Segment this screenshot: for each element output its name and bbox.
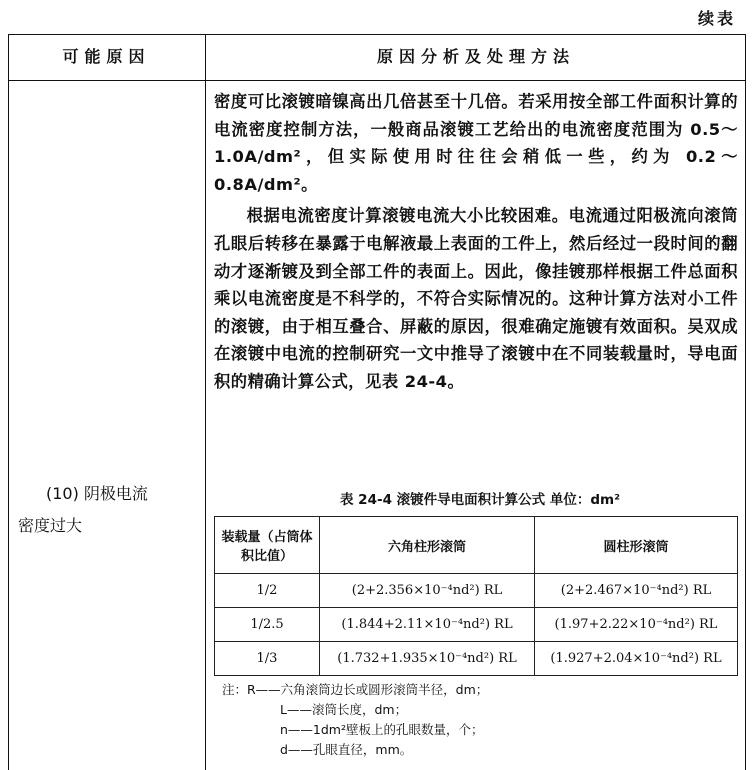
table-row [215, 642, 738, 676]
formula-table [214, 516, 738, 676]
note-r: 注：R——六角滚筒边长或圆形滚筒半径，dm； [222, 682, 489, 697]
hex-formula-cell: (2+2.356×10⁻⁴nd²) RL [320, 574, 535, 608]
cause-line-2: 密度过大 [18, 516, 83, 535]
paragraph-2: 根据电流密度计算滚镀电流大小比较困难。电流通过阳极流向滚筒孔眼后转移在暴露于电解液最上表面的工件上，然后经过一段时间的翻动才逐渐镀及到全部工件的表面上。因此，像挂镀那样根据工件总面积乘以电流密度是不科学的，不符合实际情况的。这种计算方法对小工件的滚镀，由于相互叠合、屏蔽的原因，很难确定施镀有效面积。吴双成在滚镀中电流的控制研究一文中推导了滚镀中在不同装载量时，导电面积的精确计算公式，见表 24-4。 [214, 206, 738, 391]
subtable-caption: 表 24-4 滚镀件导电面积计算公式 单位：dm² [339, 492, 621, 508]
table-notes [222, 680, 488, 760]
table-row [215, 608, 738, 642]
note-n: n——1dm²壁板上的孔眼数量，个； [280, 722, 484, 737]
cyl-formula-cell: (1.97+2.22×10⁻⁴nd²) RL [535, 608, 738, 642]
cyl-formula-cell: (1.927+2.04×10⁻⁴nd²) RL [535, 642, 738, 676]
col-load: 装载量（占筒体积比值） [215, 517, 320, 574]
note-d: d——孔眼直径，mm。 [280, 742, 413, 757]
note-l: L——滚筒长度，dm； [280, 702, 408, 717]
table-row [215, 574, 738, 608]
cyl-formula-cell: (2+2.467×10⁻⁴nd²) RL [535, 574, 738, 608]
paragraph-1: 密度可比滚镀暗镍高出几倍甚至十几倍。若采用按全部工件面积计算的电流密度控制方法，一般商品滚镀工艺给出的电流密度范围为 0.5～1.0A/dm²，但实际使用时往往会稍低一些，约为 0.2～0.8A/dm²。 [214, 92, 738, 194]
header-divider [8, 80, 746, 81]
header-possible-cause: 可能原因 [62, 47, 151, 66]
analysis-text [214, 88, 738, 396]
formula-table-header [215, 517, 738, 574]
col-cyl: 圆柱形滚筒 [535, 517, 738, 574]
load-cell: 1/3 [215, 642, 320, 676]
column-divider [205, 34, 206, 770]
hex-formula-cell: (1.844+2.11×10⁻⁴nd²) RL [320, 608, 535, 642]
hex-formula-cell: (1.732+1.935×10⁻⁴nd²) RL [320, 642, 535, 676]
cause-cell [18, 478, 198, 542]
continued-label: 续表 [697, 9, 736, 28]
cause-line-1: (10) 阴极电流 [46, 484, 148, 503]
load-cell: 1/2.5 [215, 608, 320, 642]
load-cell: 1/2 [215, 574, 320, 608]
col-hex: 六角柱形滚筒 [320, 517, 535, 574]
header-analysis-method: 原因分析及处理方法 [376, 47, 575, 66]
